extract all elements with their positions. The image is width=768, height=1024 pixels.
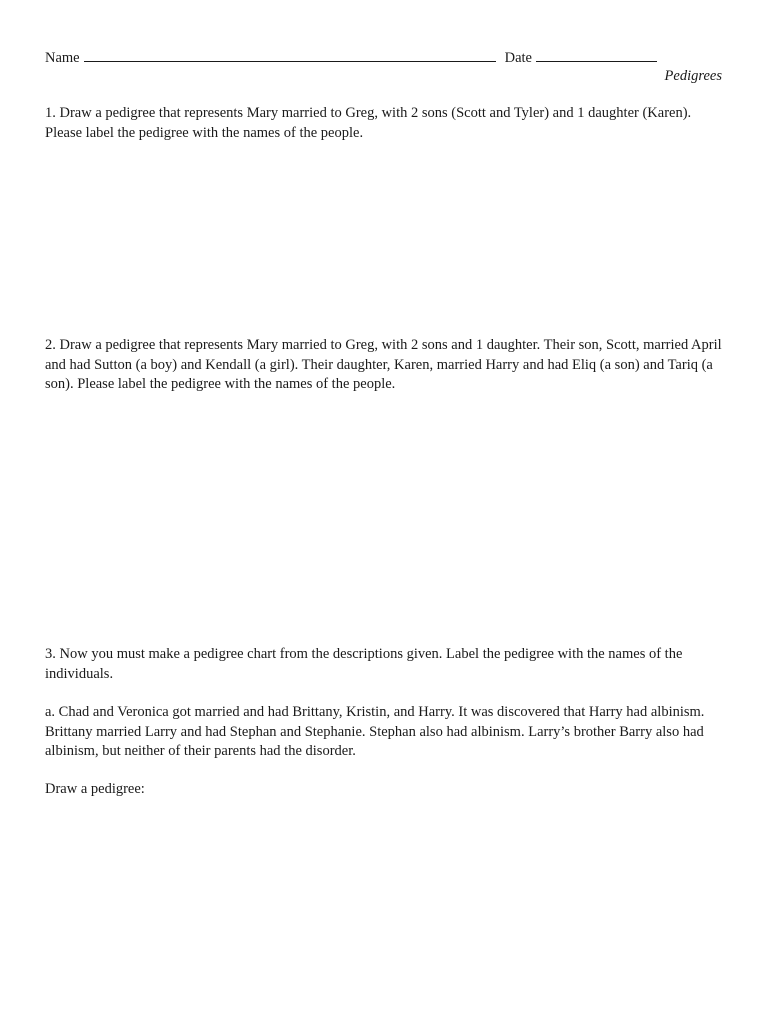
name-blank-line[interactable] [84, 47, 496, 62]
name-label: Name [45, 50, 80, 66]
header-line [45, 47, 725, 68]
date-label: Date [504, 50, 532, 66]
question-1: 1. Draw a pedigree that represents Mary married to Greg, with 2 sons (Scott and Tyler) and 1 daughter (Karen). Please label the pedigree with the names of the people. [45, 105, 692, 141]
question-2: 2. Draw a pedigree that represents Mary married to Greg, with 2 sons and 1 daughter. Their son, Scott, married April and had Sutton (a boy) and Kendall (a girl). Their daughter, Karen, married Harry and had Eliq (a son) and Tariq (a son). Please label the pedigree with the names of the people. [45, 337, 722, 392]
draw-pedigree-prompt: Draw a pedigree: [45, 781, 145, 797]
worksheet-subtitle: Pedigrees [664, 68, 722, 84]
date-blank-line[interactable] [536, 47, 657, 62]
question-3a: a. Chad and Veronica got married and had Brittany, Kristin, and Harry. It was discovered that Harry had albinism. Brittany married Larry and had Stephan and Stephanie. Stephan also had albinism. Larry’s brother Barry also had albinism, but neither of their parents had the disorder. [45, 704, 705, 759]
question-3: 3. Now you must make a pedigree chart from the descriptions given. Label the pedigree with the names of the individuals. [45, 646, 683, 682]
